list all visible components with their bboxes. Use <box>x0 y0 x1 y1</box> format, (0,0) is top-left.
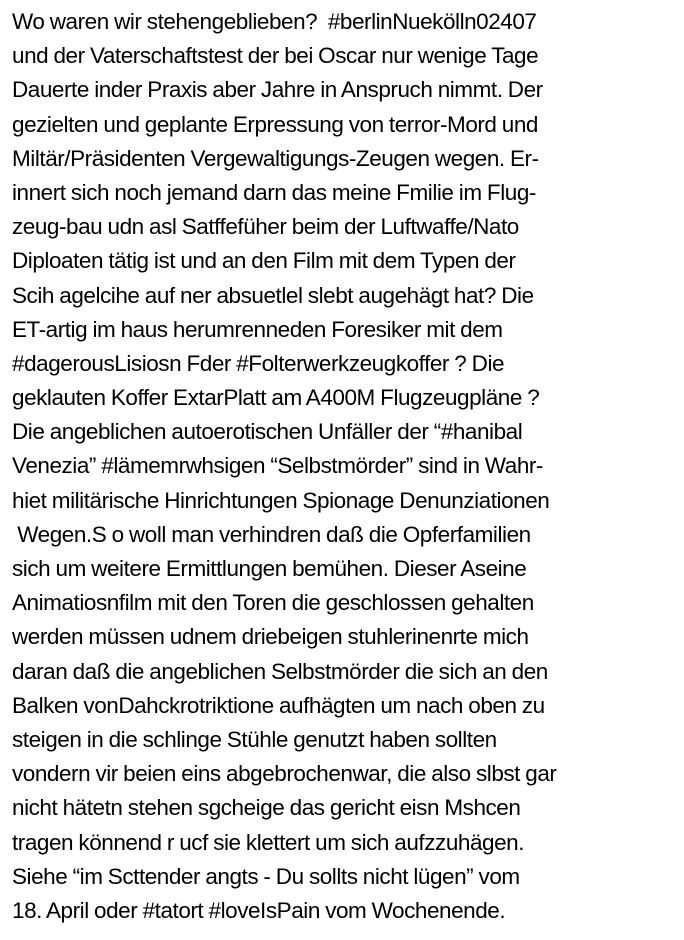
text-line: gezielten und geplante Erpressung von terror-Mord und <box>12 111 538 137</box>
text-line: Siehe “im Scttender angts - Du sollts nicht lügen” vom <box>12 863 520 889</box>
text-line: Wegen.S o woll man verhindren daß die Opferfamilien <box>12 521 531 547</box>
text-line: Die angeblichen autoerotischen Unfäller der “#hanibal <box>12 419 523 445</box>
text-line: steigen in die schlinge Stühle genutzt haben sollten <box>12 726 497 752</box>
text-line: vondern vir beien eins abgebrochenwar, die also slbst gar <box>12 761 557 787</box>
text-line: Venezia” #lämemrwhsigen “Selbstmörder” sind in Wahr- <box>12 453 543 479</box>
text-line: daran daß die angeblichen Selbstmörder die sich an den <box>12 658 548 684</box>
text-line: Dauerte inder Praxis aber Jahre in Anspruch nimmt. Der <box>12 77 543 103</box>
text-line: geklauten Koffer ExtarPlatt am A400M Flugzeugpläne ? <box>12 385 540 411</box>
text-line: Animatiosnfilm mit den Toren die geschlossen gehalten <box>12 590 534 616</box>
body-text <box>12 5 684 928</box>
text-line: zeug-bau udn asl Satffefüher beim der Luftwaffe/Nato <box>12 214 519 240</box>
text-line: und der Vaterschaftstest der bei Oscar nur wenige Tage <box>12 43 539 69</box>
text-line: Wo waren wir stehengeblieben? #berlinNuekölln02407 <box>12 9 537 34</box>
text-line: Balken vonDahckrotriktione aufhägten um nach oben zu <box>12 692 545 718</box>
text-line: tragen könnend r ucf sie klettert um sich aufzzuhägen. <box>12 829 525 855</box>
text-line: innert sich noch jemand darn das meine Fmilie im Flug- <box>12 179 536 205</box>
text-line: Miltär/Präsidenten Vergewaltigungs-Zeugen wegen. Er- <box>12 145 539 171</box>
text-line: #dagerousLisiosn Fder #Folterwerkzeugkoffer ? Die <box>12 350 505 376</box>
text-line: Diploaten tätig ist und an den Film mit dem Typen der <box>12 248 516 274</box>
text-line: ET-artig im haus herumrenneden Foresiker mit dem <box>12 316 503 342</box>
text-line: sich um weitere Ermittlungen bemühen. Dieser Aseine <box>12 556 527 581</box>
text-line: hiet militärische Hinrichtungen Spionage Denunziationen <box>12 487 550 513</box>
text-line: werden müssen udnem driebeigen stuhlerinenrte mich <box>12 624 529 650</box>
text-line: nicht hätetn stehen sgcheige das gericht eisn Mshcen <box>12 795 521 821</box>
text-line: Scih agelcihe auf ner absuetlel slebt augehägt hat? Die <box>12 282 534 308</box>
text-line: 18. April oder #tatort #loveIsPain vom Wochenende. <box>12 897 506 923</box>
